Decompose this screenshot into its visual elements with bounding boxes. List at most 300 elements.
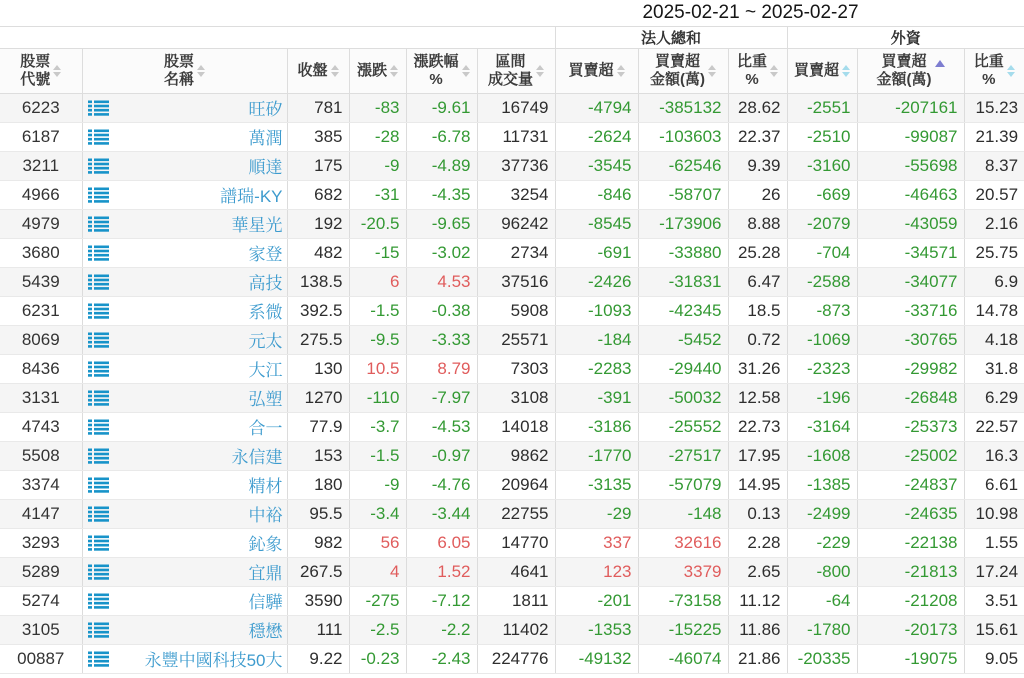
close-price: 111 xyxy=(287,615,349,644)
inst-weight-pct: 14.95 xyxy=(728,470,787,499)
stock-name-cell xyxy=(82,209,287,238)
price-change: -31 xyxy=(349,180,406,209)
price-change: -28 xyxy=(349,122,406,151)
stock-name-link[interactable]: 精材 xyxy=(248,477,283,496)
inst-net-amount: -62546 xyxy=(638,151,728,180)
inst-net-buy-sell: -1093 xyxy=(555,296,638,325)
interval-volume: 14770 xyxy=(477,528,555,557)
interval-volume: 7303 xyxy=(477,354,555,383)
stock-name-link[interactable]: 旺矽 xyxy=(248,100,283,119)
sort-arrows-icon xyxy=(331,65,339,77)
stock-code: 3293 xyxy=(0,528,82,557)
sort-arrows-icon xyxy=(197,65,205,77)
foreign-weight-pct: 15.23 xyxy=(964,93,1024,122)
col-header-stock-name[interactable]: 股票 名稱 xyxy=(82,48,287,93)
close-price: 392.5 xyxy=(287,296,349,325)
stock-name-cell xyxy=(82,644,287,673)
foreign-weight-pct: 31.8 xyxy=(964,354,1024,383)
interval-volume: 37736 xyxy=(477,151,555,180)
stock-name-link[interactable]: 譜瑞-KY xyxy=(220,187,283,206)
inst-weight-pct: 6.47 xyxy=(728,267,787,296)
inst-net-buy-sell: -3186 xyxy=(555,412,638,441)
inst-net-amount: -385132 xyxy=(638,93,728,122)
sort-arrows-icon xyxy=(617,65,625,77)
price-change: -9 xyxy=(349,470,406,499)
foreign-net-buy-sell: -2510 xyxy=(787,122,857,151)
list-icon[interactable] xyxy=(88,390,109,406)
foreign-weight-pct: 8.37 xyxy=(964,151,1024,180)
stock-code: 8436 xyxy=(0,354,82,383)
foreign-net-amount: -29982 xyxy=(857,354,964,383)
inst-weight-pct: 22.37 xyxy=(728,122,787,151)
stock-name-cell xyxy=(82,325,287,354)
price-change: 4 xyxy=(349,557,406,586)
inst-net-buy-sell: -691 xyxy=(555,238,638,267)
sort-arrows-icon xyxy=(842,65,850,77)
price-change-pct: -9.61 xyxy=(406,93,477,122)
price-change-pct: -3.33 xyxy=(406,325,477,354)
inst-net-amount: -73158 xyxy=(638,586,728,615)
interval-volume: 11402 xyxy=(477,615,555,644)
stock-code: 6231 xyxy=(0,296,82,325)
stock-name-cell xyxy=(82,151,287,180)
foreign-net-amount: -24635 xyxy=(857,499,964,528)
price-change: -0.23 xyxy=(349,644,406,673)
inst-net-buy-sell: 123 xyxy=(555,557,638,586)
price-change: -2.5 xyxy=(349,615,406,644)
foreign-weight-pct: 14.78 xyxy=(964,296,1024,325)
foreign-weight-pct: 25.75 xyxy=(964,238,1024,267)
inst-weight-pct: 17.95 xyxy=(728,441,787,470)
list-icon[interactable] xyxy=(88,303,109,319)
foreign-net-buy-sell: -64 xyxy=(787,586,857,615)
sort-ascending-icon xyxy=(935,60,945,67)
col-header-interval-volume[interactable]: 區間 成交量 xyxy=(477,48,555,93)
col-header-stock-code[interactable]: 股票 代號 xyxy=(0,48,82,93)
interval-volume: 3254 xyxy=(477,180,555,209)
close-price: 153 xyxy=(287,441,349,470)
stock-name-link[interactable]: 弘塑 xyxy=(248,390,283,409)
list-icon[interactable] xyxy=(88,506,109,522)
close-price: 781 xyxy=(287,93,349,122)
col-header-foreign-net[interactable]: 買賣超 xyxy=(787,48,857,93)
foreign-net-amount: -34077 xyxy=(857,267,964,296)
col-header-foreign-amount[interactable]: 買賣超 金額(萬) xyxy=(857,48,964,93)
stock-name-cell xyxy=(82,528,287,557)
close-price: 267.5 xyxy=(287,557,349,586)
stock-code: 5508 xyxy=(0,441,82,470)
foreign-net-buy-sell: -2551 xyxy=(787,93,857,122)
foreign-net-amount: -30765 xyxy=(857,325,964,354)
stock-name-link[interactable]: 合一 xyxy=(248,419,283,438)
price-change-pct: -0.38 xyxy=(406,296,477,325)
date-row-spacer xyxy=(0,0,477,26)
inst-weight-pct: 2.28 xyxy=(728,528,787,557)
close-price: 180 xyxy=(287,470,349,499)
close-price: 138.5 xyxy=(287,267,349,296)
stock-code: 3680 xyxy=(0,238,82,267)
foreign-net-amount: -25002 xyxy=(857,441,964,470)
foreign-net-buy-sell: -2079 xyxy=(787,209,857,238)
inst-net-amount: 32616 xyxy=(638,528,728,557)
inst-weight-pct: 11.86 xyxy=(728,615,787,644)
stock-name-link[interactable]: 大江 xyxy=(248,361,283,380)
inst-net-buy-sell: -184 xyxy=(555,325,638,354)
stock-code: 4966 xyxy=(0,180,82,209)
list-icon[interactable] xyxy=(88,187,109,203)
inst-net-amount: -15225 xyxy=(638,615,728,644)
stock-code: 6187 xyxy=(0,122,82,151)
foreign-net-buy-sell: -704 xyxy=(787,238,857,267)
price-change: 6 xyxy=(349,267,406,296)
close-price: 3590 xyxy=(287,586,349,615)
foreign-net-buy-sell: -1780 xyxy=(787,615,857,644)
interval-volume: 96242 xyxy=(477,209,555,238)
price-change-pct: -9.65 xyxy=(406,209,477,238)
list-icon[interactable] xyxy=(88,361,109,377)
stock-name-link[interactable]: 萬潤 xyxy=(248,129,283,148)
inst-weight-pct: 18.5 xyxy=(728,296,787,325)
sort-arrows-icon xyxy=(462,65,470,77)
foreign-net-amount: -26848 xyxy=(857,383,964,412)
foreign-weight-pct: 9.05 xyxy=(964,644,1024,673)
group-institutional-total: 法人總和 xyxy=(555,26,787,48)
inst-net-amount: -27517 xyxy=(638,441,728,470)
foreign-net-amount: -33716 xyxy=(857,296,964,325)
price-change-pct: -6.78 xyxy=(406,122,477,151)
date-header-row xyxy=(0,0,1024,26)
foreign-weight-pct: 3.51 xyxy=(964,586,1024,615)
close-price: 482 xyxy=(287,238,349,267)
inst-net-buy-sell: -29 xyxy=(555,499,638,528)
sort-arrows-icon xyxy=(536,65,544,77)
inst-net-amount: -103603 xyxy=(638,122,728,151)
foreign-net-buy-sell: -1385 xyxy=(787,470,857,499)
sort-arrows-icon xyxy=(53,65,61,77)
price-change-pct: -4.89 xyxy=(406,151,477,180)
foreign-weight-pct: 1.55 xyxy=(964,528,1024,557)
inst-weight-pct: 0.72 xyxy=(728,325,787,354)
close-price: 275.5 xyxy=(287,325,349,354)
stock-code: 3374 xyxy=(0,470,82,499)
stock-code: 4743 xyxy=(0,412,82,441)
stock-code: 4147 xyxy=(0,499,82,528)
table-row xyxy=(0,586,1024,615)
table-row xyxy=(0,93,1024,122)
stock-code: 4979 xyxy=(0,209,82,238)
foreign-net-amount: -43059 xyxy=(857,209,964,238)
stock-name-link[interactable]: 永豐中國科技50大 xyxy=(144,651,283,670)
stock-name-link[interactable]: 順達 xyxy=(248,158,283,177)
inst-weight-pct: 28.62 xyxy=(728,93,787,122)
list-icon[interactable] xyxy=(88,332,109,348)
foreign-net-buy-sell: -2323 xyxy=(787,354,857,383)
inst-net-buy-sell: 337 xyxy=(555,528,638,557)
stock-name-cell xyxy=(82,354,287,383)
stock-name-cell xyxy=(82,412,287,441)
list-icon[interactable] xyxy=(88,622,109,638)
table-body xyxy=(0,93,1024,673)
stock-name-cell xyxy=(82,122,287,151)
table-row xyxy=(0,528,1024,557)
foreign-net-amount: -22138 xyxy=(857,528,964,557)
stock-name-cell xyxy=(82,615,287,644)
stock-name-cell xyxy=(82,441,287,470)
table-row xyxy=(0,615,1024,644)
list-icon[interactable] xyxy=(88,158,109,174)
inst-weight-pct: 25.28 xyxy=(728,238,787,267)
inst-net-buy-sell: -3545 xyxy=(555,151,638,180)
foreign-weight-pct: 17.24 xyxy=(964,557,1024,586)
price-change-pct: -7.97 xyxy=(406,383,477,412)
list-icon[interactable] xyxy=(88,564,109,580)
sort-arrows-icon xyxy=(708,65,716,77)
table-row xyxy=(0,441,1024,470)
price-change-pct: -4.76 xyxy=(406,470,477,499)
col-header-inst-net[interactable]: 買賣超 xyxy=(555,48,638,93)
inst-net-buy-sell: -8545 xyxy=(555,209,638,238)
table-row xyxy=(0,644,1024,673)
col-header-change[interactable]: 漲跌 xyxy=(349,48,406,93)
interval-volume: 4641 xyxy=(477,557,555,586)
inst-weight-pct: 2.65 xyxy=(728,557,787,586)
inst-net-buy-sell: -1353 xyxy=(555,615,638,644)
foreign-net-amount: -19075 xyxy=(857,644,964,673)
foreign-net-amount: -34571 xyxy=(857,238,964,267)
price-change: 56 xyxy=(349,528,406,557)
price-change: -9.5 xyxy=(349,325,406,354)
stock-name-link[interactable]: 永信建 xyxy=(231,448,283,467)
interval-volume: 16749 xyxy=(477,93,555,122)
inst-net-amount: -173906 xyxy=(638,209,728,238)
foreign-net-buy-sell: -1069 xyxy=(787,325,857,354)
inst-net-amount: -33880 xyxy=(638,238,728,267)
inst-net-buy-sell: -4794 xyxy=(555,93,638,122)
foreign-net-buy-sell: -800 xyxy=(787,557,857,586)
stock-code: 8069 xyxy=(0,325,82,354)
inst-net-amount: -148 xyxy=(638,499,728,528)
inst-net-amount: -25552 xyxy=(638,412,728,441)
foreign-net-buy-sell: -669 xyxy=(787,180,857,209)
foreign-net-amount: -21813 xyxy=(857,557,964,586)
stock-name-link[interactable]: 宜鼎 xyxy=(248,564,283,583)
col-header-inst-amount[interactable]: 買賣超 金額(萬) xyxy=(638,48,728,93)
stock-name-cell xyxy=(82,93,287,122)
stock-name-link[interactable]: 信驊 xyxy=(248,593,283,612)
foreign-weight-pct: 20.57 xyxy=(964,180,1024,209)
foreign-net-buy-sell: -196 xyxy=(787,383,857,412)
price-change: 10.5 xyxy=(349,354,406,383)
foreign-weight-pct: 6.9 xyxy=(964,267,1024,296)
list-icon[interactable] xyxy=(88,593,109,609)
inst-net-buy-sell: -846 xyxy=(555,180,638,209)
table-row xyxy=(0,296,1024,325)
close-price: 77.9 xyxy=(287,412,349,441)
price-change: -1.5 xyxy=(349,296,406,325)
inst-net-buy-sell: -201 xyxy=(555,586,638,615)
price-change-pct: -2.2 xyxy=(406,615,477,644)
stock-name-link[interactable]: 元太 xyxy=(248,332,283,351)
stock-code: 5274 xyxy=(0,586,82,615)
close-price: 130 xyxy=(287,354,349,383)
inst-net-amount: -29440 xyxy=(638,354,728,383)
foreign-net-buy-sell: -3164 xyxy=(787,412,857,441)
stock-name-link[interactable]: 穩懋 xyxy=(248,622,283,641)
price-change-pct: 4.53 xyxy=(406,267,477,296)
foreign-weight-pct: 22.57 xyxy=(964,412,1024,441)
price-change: -9 xyxy=(349,151,406,180)
inst-net-buy-sell: -49132 xyxy=(555,644,638,673)
price-change: -1.5 xyxy=(349,441,406,470)
col-header-change-pct[interactable]: 漲跌幅 % xyxy=(406,48,477,93)
table-row xyxy=(0,499,1024,528)
stock-name-link[interactable]: 系微 xyxy=(248,303,283,322)
sort-arrows-icon xyxy=(1007,65,1015,77)
inst-weight-pct: 21.86 xyxy=(728,644,787,673)
price-change-pct: -3.44 xyxy=(406,499,477,528)
price-change-pct: 6.05 xyxy=(406,528,477,557)
price-change: -3.7 xyxy=(349,412,406,441)
inst-net-amount: -57079 xyxy=(638,470,728,499)
stock-name-link[interactable]: 鈊象 xyxy=(248,535,283,554)
list-icon[interactable] xyxy=(88,448,109,464)
stock-name-cell xyxy=(82,499,287,528)
interval-volume: 14018 xyxy=(477,412,555,441)
inst-net-amount: -58707 xyxy=(638,180,728,209)
inst-weight-pct: 31.26 xyxy=(728,354,787,383)
table-row xyxy=(0,354,1024,383)
close-price: 95.5 xyxy=(287,499,349,528)
inst-net-buy-sell: -2283 xyxy=(555,354,638,383)
foreign-net-buy-sell: -229 xyxy=(787,528,857,557)
price-change: -20.5 xyxy=(349,209,406,238)
col-header-close[interactable]: 收盤 xyxy=(287,48,349,93)
group-header-row xyxy=(0,26,1024,48)
price-change-pct: 1.52 xyxy=(406,557,477,586)
foreign-weight-pct: 10.98 xyxy=(964,499,1024,528)
foreign-net-amount: -207161 xyxy=(857,93,964,122)
close-price: 385 xyxy=(287,122,349,151)
inst-weight-pct: 11.12 xyxy=(728,586,787,615)
inst-net-amount: -46074 xyxy=(638,644,728,673)
stock-name-link[interactable]: 家登 xyxy=(248,245,283,264)
table-row xyxy=(0,267,1024,296)
group-foreign-investors: 外資 xyxy=(787,26,1024,48)
list-icon[interactable] xyxy=(88,216,109,232)
interval-volume: 9862 xyxy=(477,441,555,470)
price-change-pct: -4.35 xyxy=(406,180,477,209)
close-price: 192 xyxy=(287,209,349,238)
list-icon[interactable] xyxy=(88,100,109,116)
stock-name-cell xyxy=(82,557,287,586)
price-change-pct: -2.43 xyxy=(406,644,477,673)
col-header-foreign-weight-pct[interactable]: 比重 % xyxy=(964,48,1024,93)
inst-net-amount: -5452 xyxy=(638,325,728,354)
stock-name-cell xyxy=(82,180,287,209)
foreign-net-amount: -99087 xyxy=(857,122,964,151)
foreign-net-buy-sell: -1608 xyxy=(787,441,857,470)
interval-volume: 22755 xyxy=(477,499,555,528)
stock-code: 00887 xyxy=(0,644,82,673)
inst-net-buy-sell: -391 xyxy=(555,383,638,412)
price-change-pct: -7.12 xyxy=(406,586,477,615)
stock-code: 6223 xyxy=(0,93,82,122)
table-row xyxy=(0,325,1024,354)
inst-weight-pct: 9.39 xyxy=(728,151,787,180)
stock-code: 3131 xyxy=(0,383,82,412)
stock-name-cell xyxy=(82,586,287,615)
table-row xyxy=(0,180,1024,209)
sort-arrows-icon xyxy=(390,65,398,77)
table-row xyxy=(0,412,1024,441)
inst-net-amount: -42345 xyxy=(638,296,728,325)
foreign-net-buy-sell: -20335 xyxy=(787,644,857,673)
price-change-pct: -3.02 xyxy=(406,238,477,267)
inst-net-amount: -50032 xyxy=(638,383,728,412)
interval-volume: 2734 xyxy=(477,238,555,267)
foreign-net-buy-sell: -2499 xyxy=(787,499,857,528)
inst-weight-pct: 8.88 xyxy=(728,209,787,238)
stock-code: 5289 xyxy=(0,557,82,586)
price-change-pct: -0.97 xyxy=(406,441,477,470)
interval-volume: 5908 xyxy=(477,296,555,325)
foreign-net-amount: -20173 xyxy=(857,615,964,644)
sort-arrows-icon xyxy=(770,65,778,77)
table-row xyxy=(0,122,1024,151)
stock-name-cell xyxy=(82,470,287,499)
stock-code: 5439 xyxy=(0,267,82,296)
column-header-row xyxy=(0,48,1024,93)
stock-name-link[interactable]: 華星光 xyxy=(231,216,283,235)
foreign-net-amount: -55698 xyxy=(857,151,964,180)
list-icon[interactable] xyxy=(88,419,109,435)
stock-name-link[interactable]: 中裕 xyxy=(248,506,283,525)
interval-volume: 20964 xyxy=(477,470,555,499)
list-icon[interactable] xyxy=(88,129,109,145)
price-change-pct: 8.79 xyxy=(406,354,477,383)
foreign-net-buy-sell: -873 xyxy=(787,296,857,325)
list-icon[interactable] xyxy=(88,535,109,551)
foreign-weight-pct: 2.16 xyxy=(964,209,1024,238)
inst-net-amount: -31831 xyxy=(638,267,728,296)
interval-volume: 3108 xyxy=(477,383,555,412)
foreign-weight-pct: 16.3 xyxy=(964,441,1024,470)
inst-net-buy-sell: -1770 xyxy=(555,441,638,470)
foreign-net-buy-sell: -3160 xyxy=(787,151,857,180)
stock-name-link[interactable]: 高技 xyxy=(248,274,283,293)
close-price: 1270 xyxy=(287,383,349,412)
list-icon[interactable] xyxy=(88,274,109,290)
close-price: 682 xyxy=(287,180,349,209)
foreign-weight-pct: 6.29 xyxy=(964,383,1024,412)
list-icon[interactable] xyxy=(88,651,109,667)
inst-net-buy-sell: -2426 xyxy=(555,267,638,296)
foreign-net-amount: -25373 xyxy=(857,412,964,441)
list-icon[interactable] xyxy=(88,245,109,261)
close-price: 175 xyxy=(287,151,349,180)
stock-name-cell xyxy=(82,296,287,325)
price-change: -3.4 xyxy=(349,499,406,528)
table-row xyxy=(0,238,1024,267)
interval-volume: 37516 xyxy=(477,267,555,296)
col-header-inst-weight-pct[interactable]: 比重 % xyxy=(728,48,787,93)
interval-volume: 1811 xyxy=(477,586,555,615)
foreign-weight-pct: 4.18 xyxy=(964,325,1024,354)
inst-weight-pct: 22.73 xyxy=(728,412,787,441)
inst-weight-pct: 26 xyxy=(728,180,787,209)
close-price: 9.22 xyxy=(287,644,349,673)
list-icon[interactable] xyxy=(88,477,109,493)
